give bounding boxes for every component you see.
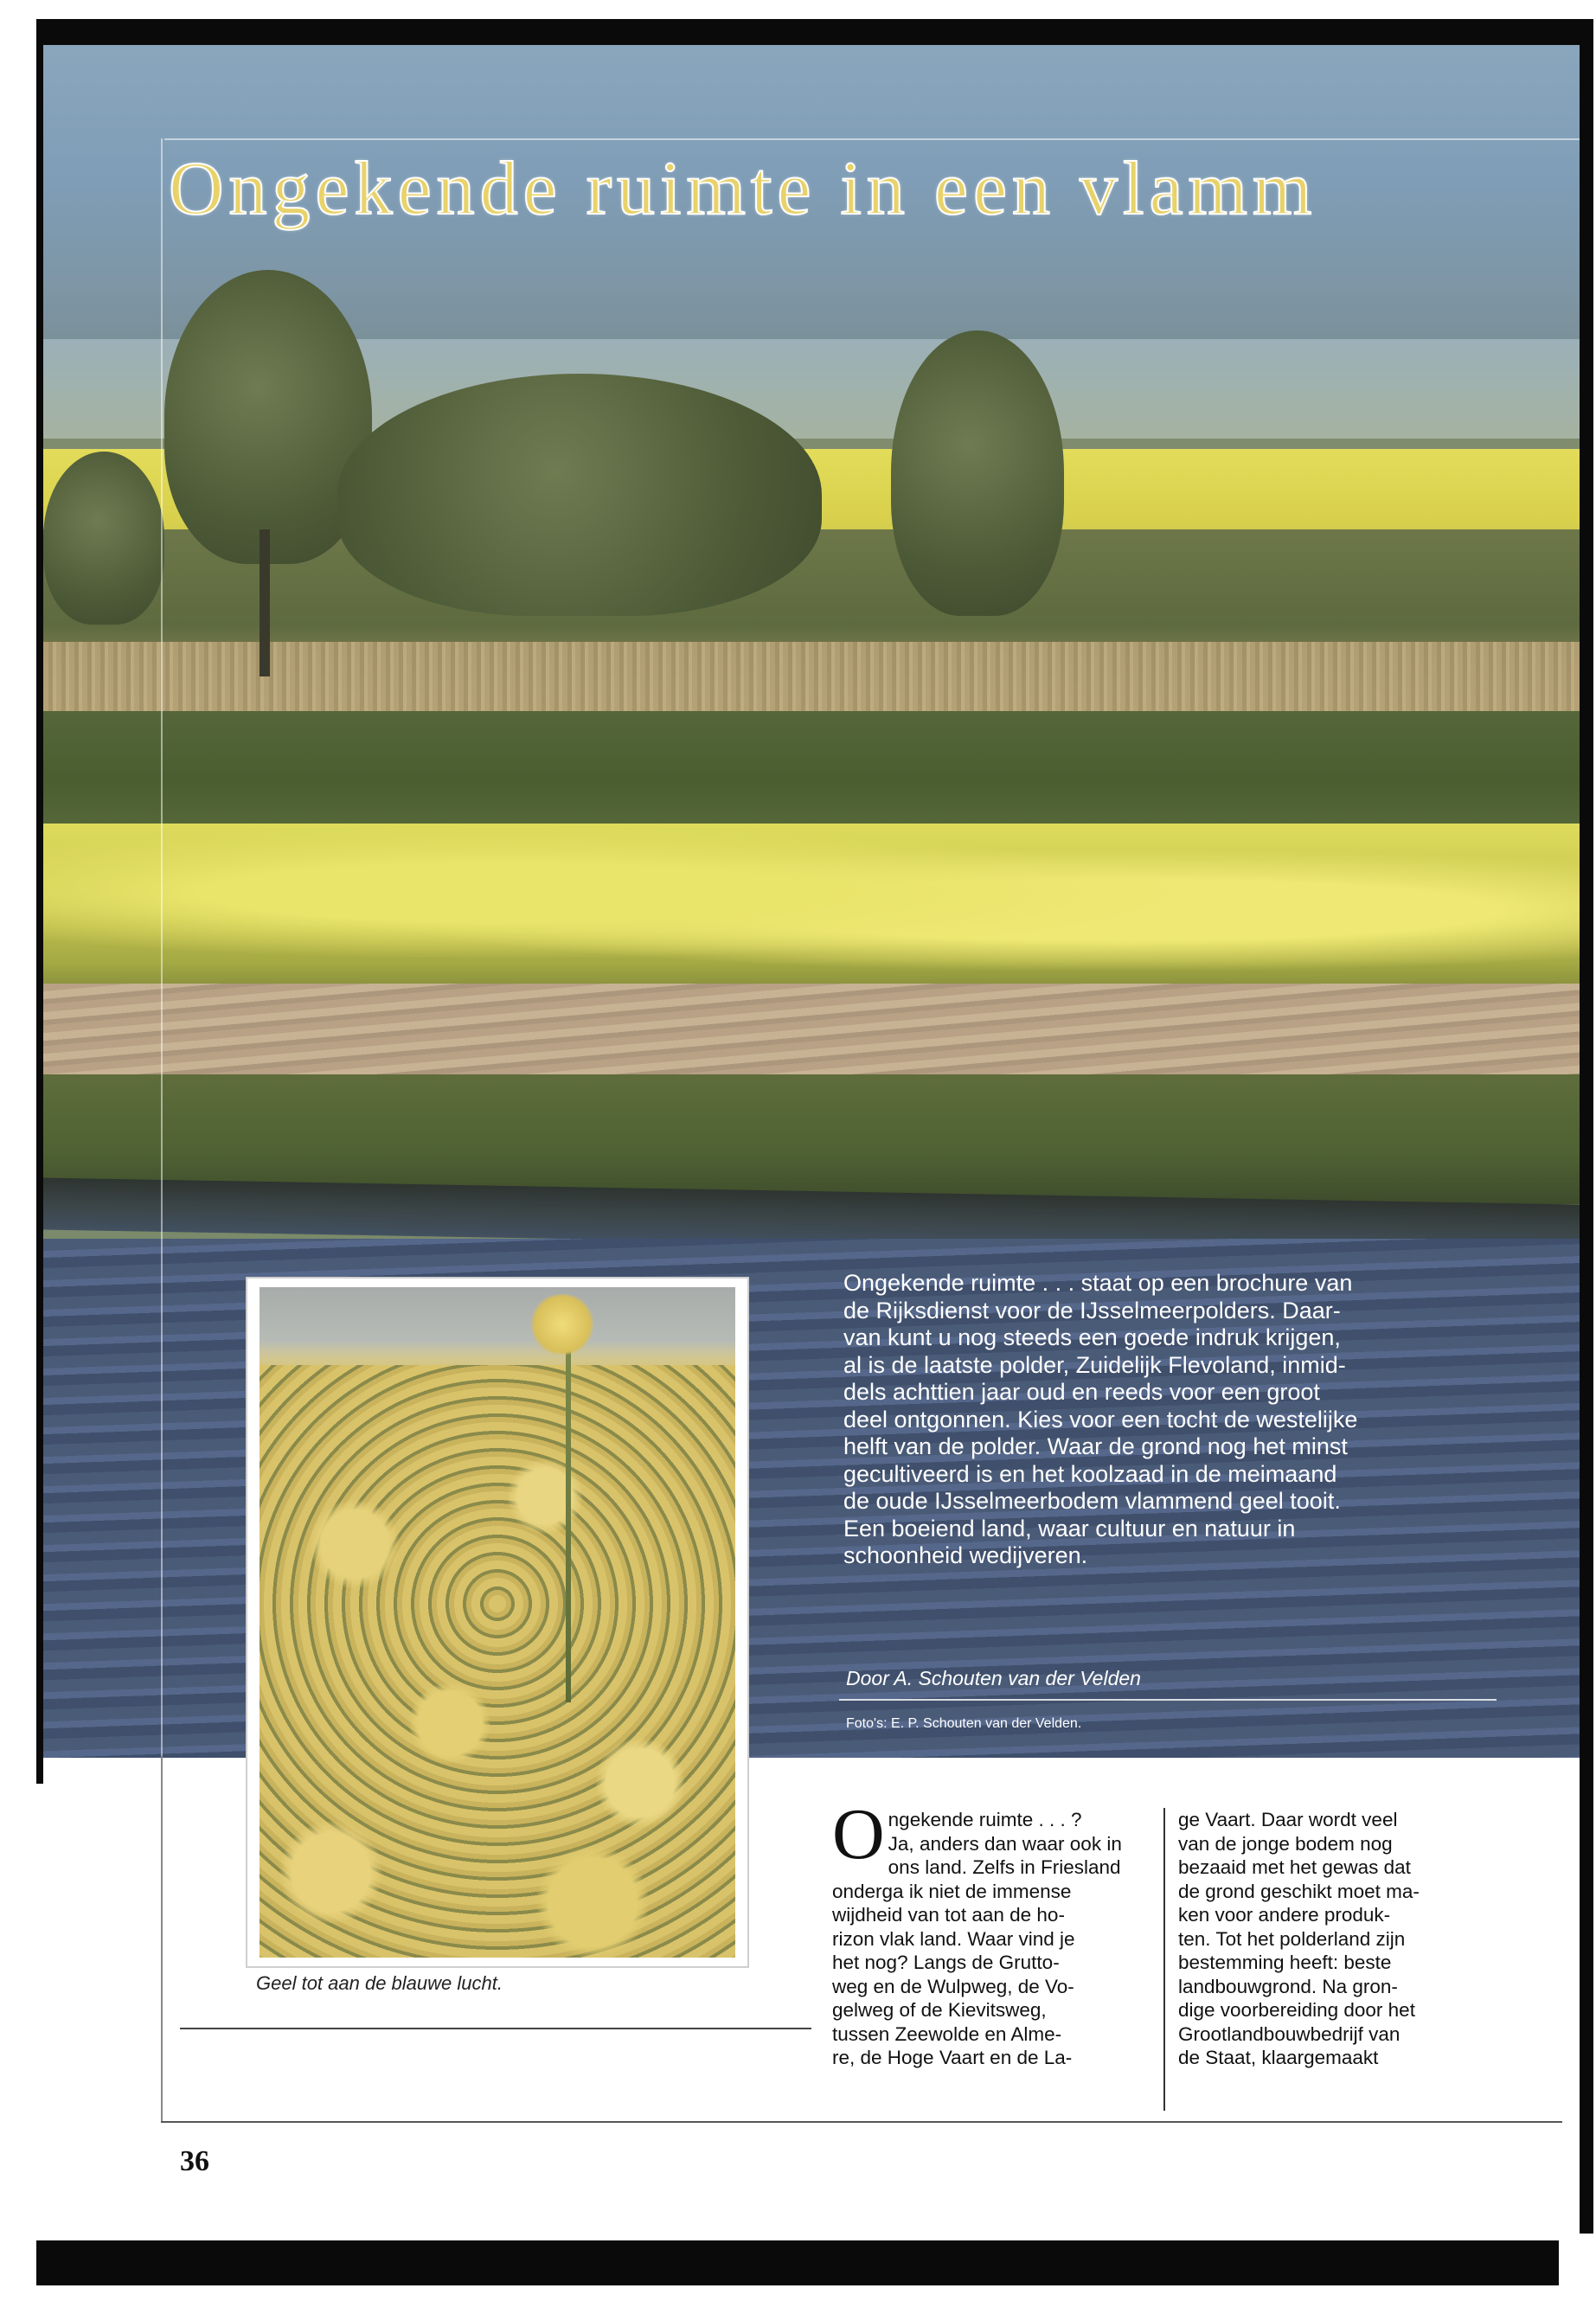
inset-photo-rapeseed <box>260 1287 735 1958</box>
body-line: wijdheid van tot aan de ho- <box>832 1904 1065 1926</box>
body-line: ge Vaart. Daar wordt veel <box>1178 1809 1398 1830</box>
body-line: re, de Hoge Vaart en de La- <box>832 2047 1073 2068</box>
intro-line: Een boeiend land, waar cultuur en natuur in <box>843 1515 1296 1541</box>
page-frame-right <box>1580 19 1593 2234</box>
tree-far-left <box>43 452 164 625</box>
body-line: tussen Zeewolde en Alme- <box>832 2022 1062 2045</box>
body-line: bestemming heeft: beste <box>1178 1952 1392 1973</box>
tree-right <box>891 330 1064 616</box>
intro-line: de Rijksdienst voor de IJsselmeerpolders. Daar- <box>843 1297 1341 1324</box>
body-line: landbouwgrond. Na gron- <box>1178 1975 1398 1997</box>
body-line: onderga ik niet de immense <box>832 1880 1072 1902</box>
article-intro <box>843 1270 1501 1570</box>
body-line: ngekende ruimte . . . ? <box>888 1809 1082 1830</box>
body-column-2 <box>1178 1808 1451 2070</box>
photo-credit: Foto's: E. P. Schouten van der Velden. <box>846 1716 1082 1731</box>
body-line: de Staat, klaargemaakt <box>1178 2047 1379 2068</box>
page-frame-top <box>36 19 1593 45</box>
body-column-1 <box>832 1794 1122 2070</box>
page-vertical-rule <box>161 1756 163 2123</box>
body-line: het nog? Langs de Grutto- <box>832 1952 1060 1973</box>
page-frame-left <box>36 19 43 1784</box>
flower-bloom <box>528 1294 597 1355</box>
column-separator <box>1163 1808 1165 2111</box>
intro-line: al is de laatste polder, Zuidelijk Flevoland, inmid- <box>843 1351 1346 1378</box>
column-rule-vertical <box>161 138 163 1782</box>
intro-line: Ongekende ruimte . . . staat op een brochure van <box>843 1270 1353 1296</box>
reed-strip <box>43 642 1580 720</box>
body-line: dige voorbereiding door het <box>1178 1999 1415 2021</box>
body-line: ten. Tot het polderland zijn <box>1178 1927 1406 1950</box>
caption-rule <box>180 2028 811 2029</box>
body-line: Grootlandbouwbedrijf van <box>1178 2022 1401 2045</box>
tree-left-trunk <box>260 529 270 676</box>
page-bottom-rule <box>161 2121 1562 2123</box>
page-number: 36 <box>180 2145 209 2177</box>
byline-rule <box>839 1699 1497 1701</box>
body-line: rizon vlak land. Waar vind je <box>832 1927 1075 1950</box>
body-line: weg en de Wulpweg, de Vo- <box>832 1975 1074 1997</box>
body-line: bezaaid met het gewas dat <box>1178 1856 1411 1878</box>
intro-line: helft van de polder. Waar de grond nog het minst <box>843 1433 1348 1459</box>
rapeseed-strip <box>43 824 1580 997</box>
dropcap: O <box>832 1794 885 1875</box>
body-line: gelweg of de Kievitsweg, <box>832 1999 1047 2021</box>
byline: Door A. Schouten van der Velden <box>846 1667 1141 1689</box>
body-line: ken voor andere produk- <box>1178 1904 1391 1926</box>
intro-line: deel ontgonnen. Kies voor een tocht de westelijke <box>843 1406 1358 1433</box>
inset-photo-frame <box>246 1277 749 1968</box>
rapeseed-flowers <box>260 1365 735 1958</box>
page-frame-bottom <box>36 2240 1559 2285</box>
body-line: Ja, anders dan waar ook in <box>888 1832 1122 1855</box>
intro-line: van kunt u nog steeds een goede indruk krijgen, <box>843 1324 1341 1350</box>
body-line: van de jonge bodem nog <box>1178 1832 1393 1855</box>
intro-line: schoonheid wedijveren. <box>843 1542 1088 1568</box>
title-rule <box>164 138 1580 140</box>
body-line: de grond geschikt moet ma- <box>1178 1880 1420 1902</box>
article-title: Ongekende ruimte in een vlamm <box>169 147 1317 231</box>
intro-line: de oude IJsselmeerbodem vlammend geel tooit. <box>843 1488 1341 1514</box>
intro-line: dels achttien jaar oud en reeds voor een groot <box>843 1379 1320 1405</box>
intro-line: gecultiveerd is en het koolzaad in de meimaand <box>843 1460 1337 1487</box>
flower-stem <box>566 1322 571 1702</box>
body-line: ons land. Zelfs in Friesland <box>888 1856 1121 1878</box>
inset-caption: Geel tot aan de blauwe lucht. <box>256 1972 503 1994</box>
tree-cluster <box>337 374 822 616</box>
